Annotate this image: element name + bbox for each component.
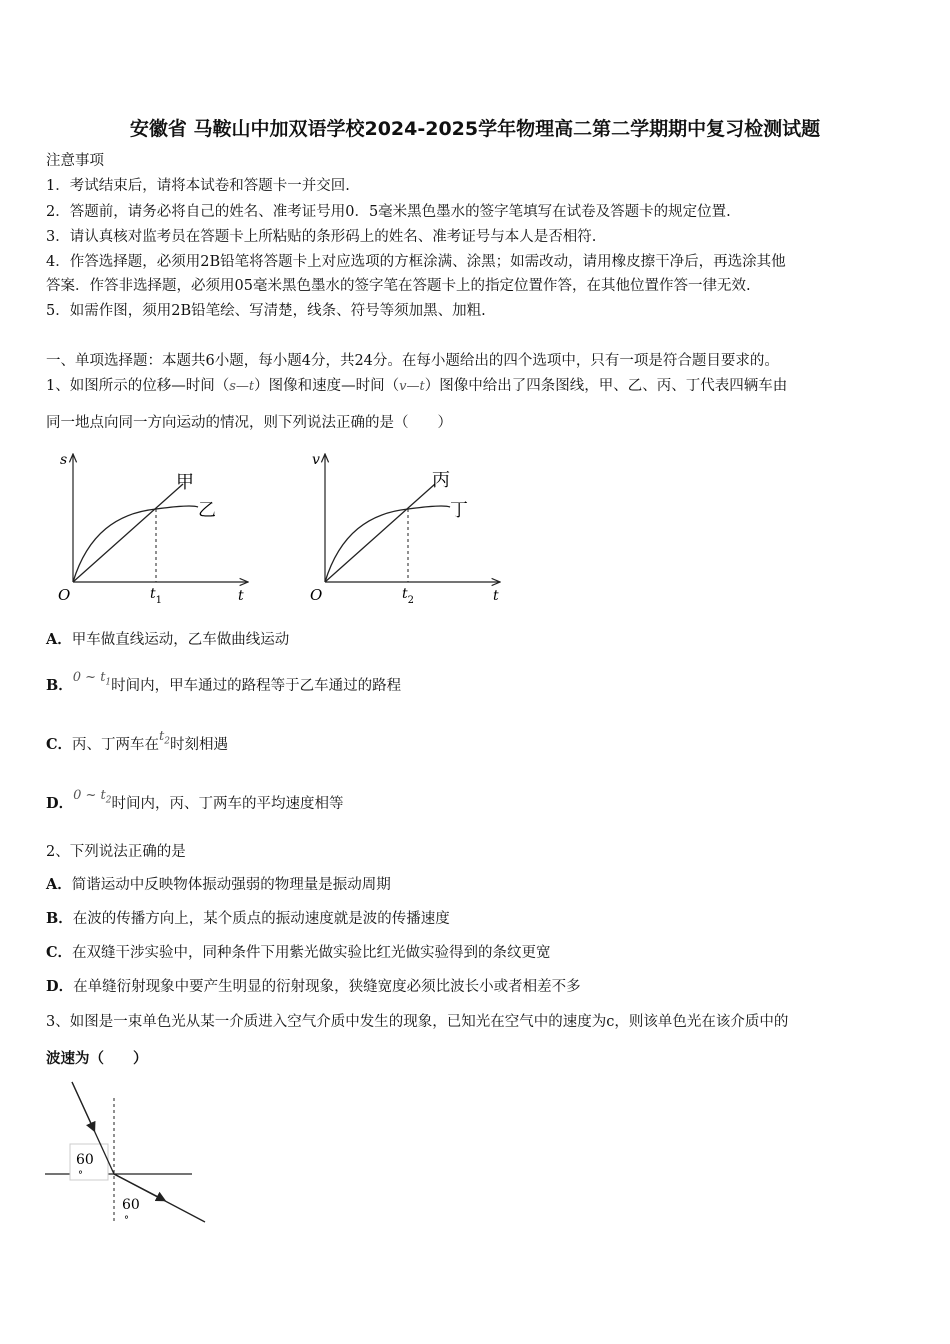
notice-item: 3．请认真核对监考员在答题卡上所粘贴的条形码上的姓名、准考证号与本人是否相符. — [46, 229, 597, 245]
q1-stem-line1 — [46, 376, 787, 397]
q1-option-d: D．0 ~ $t_2$时间内，丙、丁两车的平均速度相等 — [46, 788, 344, 812]
math-0-t2: 0 ~ $t_2$ — [73, 788, 112, 806]
notice-item: 5．如需作图，须用2B铅笔绘、写清楚，线条、符号等须加黑、加粗. — [46, 303, 486, 319]
axis-label-t: t — [493, 588, 499, 604]
q1-text-c: ）图像中给出了四条图线，甲、乙、丙、丁代表四辆车由 — [424, 378, 788, 394]
q2-option-c: C．在双缝干涉实验中，同种条件下用紫光做实验比红光做实验得到的条纹更宽 — [46, 944, 551, 961]
angle-unit-top: ° — [78, 1170, 83, 1181]
curve-yi — [73, 506, 198, 582]
incident-arrow — [72, 1082, 94, 1130]
label-ding: 丁 — [450, 500, 468, 521]
line-jia — [73, 484, 183, 582]
math-0-t1: 0 ~ $t_1$ — [72, 670, 112, 688]
label-bing: 丙 — [432, 470, 450, 491]
tick-t2: $t_2$ — [402, 586, 415, 606]
origin-label: O — [58, 586, 71, 604]
q1-stem-line2: 同一地点向同一方向运动的情况，则下列说法正确的是（ ） — [46, 415, 452, 431]
q2-stem: 2、下列说法正确的是 — [46, 844, 186, 860]
q3-stem-line2: 波速为（ ） — [46, 1050, 148, 1067]
tick-t1: $t_1$ — [150, 586, 163, 606]
axis-label-t: t — [238, 588, 244, 604]
q3-stem-line1: 3、如图是一束单色光从某一介质进入空气介质中发生的现象，已知光在空气中的速度为c，则该单色光在该介质中的 — [46, 1014, 789, 1030]
origin-label: O — [310, 586, 323, 604]
math-vt: v—t — [399, 379, 425, 394]
page-title: 安徽省 马鞍山中加双语学校2024-2025学年物理高二第二学期期中复习检测试题 — [129, 118, 821, 140]
label-jia: 甲 — [176, 472, 194, 493]
angle-unit-bottom: ° — [124, 1215, 129, 1226]
q1-option-a: A．甲车做直线运动，乙车做曲线运动 — [46, 631, 290, 648]
st-graph — [48, 448, 268, 608]
math-st: s—t — [229, 379, 255, 394]
notice-item: 4．作答选择题，必须用2B铅笔将答题卡上对应选项的方框涂满、涂黑；如需改动，请用橡皮擦干净后，再选涂其他 — [46, 254, 786, 270]
axis-label-s: s — [60, 452, 68, 468]
refraction-diagram — [40, 1078, 210, 1228]
notice-item: 答案．作答非选择题，必须用05毫米黑色墨水的签字笔在答题卡上的指定位置作答，在其他位置作答一律无效. — [46, 278, 751, 294]
q1-option-b: B．0 ~ $t_1$时间内，甲车通过的路程等于乙车通过的路程 — [46, 670, 402, 694]
line-bing — [325, 484, 435, 582]
q1-text-b: ）图像和速度—时间（ — [254, 378, 400, 394]
q1-text-a: 1、如图所示的位移—时间（ — [46, 378, 230, 394]
q2-option-a: A．简谐运动中反映物体振动强弱的物理量是振动周期 — [46, 876, 391, 893]
notice-heading: 注意事项 — [46, 153, 104, 169]
label-yi: 乙 — [198, 500, 216, 521]
notice-item: 2．答题前，请务必将自己的姓名、准考证号用0．5毫米黑色墨水的签字笔填写在试卷及答题卡的规定位置. — [46, 204, 731, 220]
notice-item: 1．考试结束后，请将本试卷和答题卡一并交回. — [46, 178, 350, 194]
q2-option-d: D．在单缝衍射现象中要产生明显的衍射现象，狭缝宽度必须比波长小或者相差不多 — [46, 978, 581, 995]
q2-option-b: B．在波的传播方向上，某个质点的振动速度就是波的传播速度 — [46, 910, 450, 927]
q1-option-c: C．丙、丁两车在$t_2$时刻相遇 — [46, 729, 229, 753]
angle-label-bottom: 60 — [122, 1197, 140, 1213]
section-heading: 一、单项选择题：本题共6小题，每小题4分，共24分。在每小题给出的四个选项中，只有一项是符合题目要求的。 — [46, 353, 779, 369]
vt-graph — [300, 448, 520, 608]
curve-ding — [325, 506, 450, 582]
angle-label-top: 60 — [76, 1152, 94, 1168]
axis-label-v: v — [312, 452, 320, 468]
math-t2: $t_2$ — [159, 729, 171, 747]
